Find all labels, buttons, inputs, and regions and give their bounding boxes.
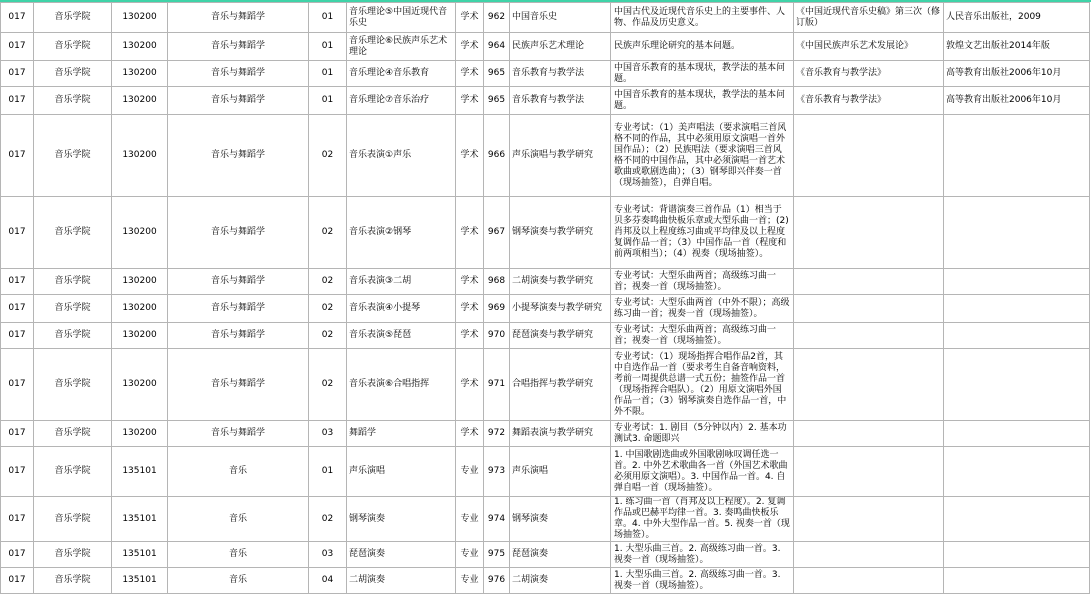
reference-book-cell: 《中国近现代音乐史稿》第三次（修订版） [794, 3, 944, 33]
direction-name-cell: 音乐表演⑤琵琶 [347, 323, 456, 349]
exam-code-cell: 967 [484, 197, 510, 269]
major-code-cell: 130200 [112, 421, 168, 447]
exam-subject-cell: 小提琴演奏与教学研究 [510, 295, 611, 323]
exam-subject-cell: 舞蹈表演与教学研究 [510, 421, 611, 447]
exam-content-cell: 1. 大型乐曲三首。2. 高级练习曲一首。3. 视奏一首（现场抽签）。 [611, 542, 794, 568]
direction-name-cell: 音乐理论⑤中国近现代音乐史 [347, 3, 456, 33]
exam-subject-cell: 琵琶演奏 [510, 542, 611, 568]
direction-code-cell: 01 [309, 3, 347, 33]
degree-type-cell: 学术 [456, 61, 484, 87]
table-row [1, 421, 1090, 447]
exam-content-cell: 专业考试：大型乐曲两首；高级练习曲一首；视奏一首（现场抽签）。 [611, 323, 794, 349]
major-code-cell: 135101 [112, 568, 168, 594]
degree-type-cell: 学术 [456, 421, 484, 447]
college-name-cell: 音乐学院 [34, 87, 112, 115]
direction-code-cell: 02 [309, 269, 347, 295]
major-name-cell: 音乐与舞蹈学 [168, 61, 309, 87]
degree-type-cell: 学术 [456, 323, 484, 349]
reference-book-cell [794, 421, 944, 447]
major-code-cell: 130200 [112, 115, 168, 197]
major-name-cell: 音乐 [168, 542, 309, 568]
major-name-cell: 音乐 [168, 497, 309, 542]
exam-content-cell: 专业考试：（1）现场指挥合唱作品2首，其中自选作品一首（要求考生自备音响资料，考前一周提供总谱一式五份；抽签作品一首（现场指挥合唱队）。（2）用原文演唱外国作品一首；（3）钢琴演奏自选作品一首，中外不限。 [611, 349, 794, 421]
degree-type-cell: 专业 [456, 568, 484, 594]
major-name-cell: 音乐与舞蹈学 [168, 349, 309, 421]
exam-content-cell: 1. 练习曲一首（肖邦及以上程度）。2. 复调作品或巴赫平均律一首。3. 奏鸣曲快板乐章。4. 中外大型作品一首。5. 视奏一首（现场抽签）。 [611, 497, 794, 542]
direction-code-cell: 02 [309, 115, 347, 197]
publisher-cell [944, 269, 1090, 295]
major-code-cell: 130200 [112, 197, 168, 269]
direction-name-cell: 音乐理论④音乐教育 [347, 61, 456, 87]
exam-subject-cell: 琵琶演奏与教学研究 [510, 323, 611, 349]
reference-book-cell [794, 295, 944, 323]
direction-code-cell: 01 [309, 33, 347, 61]
publisher-cell: 敦煌文艺出版社2014年版 [944, 33, 1090, 61]
degree-type-cell: 专业 [456, 497, 484, 542]
reference-book-cell [794, 497, 944, 542]
table-row [1, 61, 1090, 87]
publisher-cell [944, 295, 1090, 323]
direction-code-cell: 02 [309, 497, 347, 542]
reference-book-cell [794, 447, 944, 497]
direction-name-cell: 音乐表演④小提琴 [347, 295, 456, 323]
direction-name-cell: 音乐表演③二胡 [347, 269, 456, 295]
exam-subject-cell: 二胡演奏与教学研究 [510, 269, 611, 295]
major-name-cell: 音乐与舞蹈学 [168, 421, 309, 447]
college-code-cell: 017 [1, 568, 34, 594]
table-body [1, 3, 1090, 594]
table-row [1, 87, 1090, 115]
table-row [1, 269, 1090, 295]
exam-subject-cell: 声乐演唱 [510, 447, 611, 497]
major-code-cell: 130200 [112, 295, 168, 323]
direction-name-cell: 声乐演唱 [347, 447, 456, 497]
college-code-cell: 017 [1, 349, 34, 421]
exam-code-cell: 975 [484, 542, 510, 568]
college-code-cell: 017 [1, 447, 34, 497]
direction-name-cell: 舞蹈学 [347, 421, 456, 447]
exam-subject-cell: 民族声乐艺术理论 [510, 33, 611, 61]
college-name-cell: 音乐学院 [34, 3, 112, 33]
publisher-cell: 高等教育出版社2006年10月 [944, 61, 1090, 87]
exam-subject-cell: 钢琴演奏 [510, 497, 611, 542]
college-code-cell: 017 [1, 61, 34, 87]
publisher-cell [944, 497, 1090, 542]
major-code-cell: 130200 [112, 269, 168, 295]
college-name-cell: 音乐学院 [34, 447, 112, 497]
college-name-cell: 音乐学院 [34, 295, 112, 323]
major-code-cell: 135101 [112, 447, 168, 497]
exam-content-cell: 中国古代及近现代音乐史上的主要事件、人物、作品及历史意义。 [611, 3, 794, 33]
publisher-cell [944, 197, 1090, 269]
direction-code-cell: 03 [309, 421, 347, 447]
reference-book-cell [794, 542, 944, 568]
major-name-cell: 音乐与舞蹈学 [168, 295, 309, 323]
major-code-cell: 130200 [112, 87, 168, 115]
college-code-cell: 017 [1, 197, 34, 269]
table-row [1, 497, 1090, 542]
degree-type-cell: 学术 [456, 3, 484, 33]
exam-content-cell: 专业考试：1. 剧目（5分钟以内）2. 基本功测试3. 命题即兴 [611, 421, 794, 447]
table-row [1, 349, 1090, 421]
college-name-cell: 音乐学院 [34, 323, 112, 349]
direction-code-cell: 03 [309, 542, 347, 568]
table-row [1, 542, 1090, 568]
exam-content-cell: 中国音乐教育的基本现状，教学法的基本问题。 [611, 87, 794, 115]
direction-name-cell: 音乐表演⑥合唱指挥 [347, 349, 456, 421]
publisher-cell [944, 542, 1090, 568]
exam-code-cell: 972 [484, 421, 510, 447]
major-code-cell: 130200 [112, 33, 168, 61]
exam-subject-cell: 钢琴演奏与教学研究 [510, 197, 611, 269]
publisher-cell: 人民音乐出版社，2009 [944, 3, 1090, 33]
direction-name-cell: 音乐表演②钢琴 [347, 197, 456, 269]
direction-code-cell: 02 [309, 349, 347, 421]
college-code-cell: 017 [1, 295, 34, 323]
major-code-cell: 135101 [112, 542, 168, 568]
college-name-cell: 音乐学院 [34, 542, 112, 568]
college-code-cell: 017 [1, 3, 34, 33]
major-name-cell: 音乐与舞蹈学 [168, 323, 309, 349]
major-name-cell: 音乐 [168, 447, 309, 497]
exam-content-cell: 专业考试：大型乐曲两首（中外不限）；高级练习曲一首；视奏一首（现场抽签）。 [611, 295, 794, 323]
major-name-cell: 音乐与舞蹈学 [168, 3, 309, 33]
college-name-cell: 音乐学院 [34, 497, 112, 542]
college-name-cell: 音乐学院 [34, 421, 112, 447]
table-row [1, 323, 1090, 349]
exam-code-cell: 969 [484, 295, 510, 323]
exam-subject-cell: 合唱指挥与教学研究 [510, 349, 611, 421]
college-code-cell: 017 [1, 87, 34, 115]
reference-book-cell [794, 568, 944, 594]
table-row [1, 447, 1090, 497]
degree-type-cell: 学术 [456, 87, 484, 115]
publisher-cell [944, 349, 1090, 421]
direction-name-cell: 音乐表演①声乐 [347, 115, 456, 197]
college-name-cell: 音乐学院 [34, 197, 112, 269]
exam-content-cell: 中国音乐教育的基本现状，教学法的基本问题。 [611, 61, 794, 87]
exam-subject-cell: 中国音乐史 [510, 3, 611, 33]
major-code-cell: 130200 [112, 323, 168, 349]
publisher-cell [944, 323, 1090, 349]
degree-type-cell: 学术 [456, 349, 484, 421]
exam-content-cell: 1. 中国歌剧选曲或外国歌剧咏叹调任选一首。2. 中外艺术歌曲各一首（外国艺术歌曲必须用原文演唱）。3. 中国作品一首。4. 自弹自唱一首（现场抽签）。 [611, 447, 794, 497]
admissions-table [0, 2, 1090, 594]
college-code-cell: 017 [1, 421, 34, 447]
exam-code-cell: 968 [484, 269, 510, 295]
college-name-cell: 音乐学院 [34, 269, 112, 295]
reference-book-cell [794, 197, 944, 269]
exam-subject-cell: 声乐演唱与教学研究 [510, 115, 611, 197]
direction-name-cell: 音乐理论⑦音乐治疗 [347, 87, 456, 115]
college-name-cell: 音乐学院 [34, 349, 112, 421]
major-name-cell: 音乐 [168, 568, 309, 594]
reference-book-cell: 《中国民族声乐艺术发展论》 [794, 33, 944, 61]
college-name-cell: 音乐学院 [34, 61, 112, 87]
exam-code-cell: 965 [484, 61, 510, 87]
exam-code-cell: 974 [484, 497, 510, 542]
table-row [1, 568, 1090, 594]
college-name-cell: 音乐学院 [34, 33, 112, 61]
major-code-cell: 130200 [112, 3, 168, 33]
direction-code-cell: 01 [309, 87, 347, 115]
major-name-cell: 音乐与舞蹈学 [168, 33, 309, 61]
exam-subject-cell: 音乐教育与教学法 [510, 61, 611, 87]
major-name-cell: 音乐与舞蹈学 [168, 269, 309, 295]
major-name-cell: 音乐与舞蹈学 [168, 115, 309, 197]
table-row [1, 295, 1090, 323]
exam-code-cell: 973 [484, 447, 510, 497]
exam-content-cell: 民族声乐理论研究的基本问题。 [611, 33, 794, 61]
major-code-cell: 130200 [112, 349, 168, 421]
publisher-cell: 高等教育出版社2006年10月 [944, 87, 1090, 115]
college-name-cell: 音乐学院 [34, 115, 112, 197]
exam-code-cell: 971 [484, 349, 510, 421]
college-code-cell: 017 [1, 115, 34, 197]
publisher-cell [944, 421, 1090, 447]
table-row [1, 115, 1090, 197]
direction-code-cell: 01 [309, 61, 347, 87]
reference-book-cell [794, 349, 944, 421]
college-code-cell: 017 [1, 323, 34, 349]
exam-code-cell: 965 [484, 87, 510, 115]
exam-code-cell: 970 [484, 323, 510, 349]
reference-book-cell [794, 323, 944, 349]
major-name-cell: 音乐与舞蹈学 [168, 87, 309, 115]
degree-type-cell: 学术 [456, 295, 484, 323]
degree-type-cell: 学术 [456, 33, 484, 61]
college-code-cell: 017 [1, 33, 34, 61]
table-row [1, 3, 1090, 33]
college-code-cell: 017 [1, 497, 34, 542]
exam-content-cell: 专业考试：大型乐曲两首；高级练习曲一首；视奏一首（现场抽签）。 [611, 269, 794, 295]
exam-code-cell: 964 [484, 33, 510, 61]
major-code-cell: 130200 [112, 61, 168, 87]
exam-code-cell: 962 [484, 3, 510, 33]
table-row [1, 197, 1090, 269]
degree-type-cell: 学术 [456, 269, 484, 295]
reference-book-cell [794, 269, 944, 295]
direction-name-cell: 二胡演奏 [347, 568, 456, 594]
major-code-cell: 135101 [112, 497, 168, 542]
direction-name-cell: 钢琴演奏 [347, 497, 456, 542]
table-row [1, 33, 1090, 61]
reference-book-cell: 《音乐教育与教学法》 [794, 87, 944, 115]
exam-code-cell: 976 [484, 568, 510, 594]
reference-book-cell [794, 115, 944, 197]
publisher-cell [944, 447, 1090, 497]
major-name-cell: 音乐与舞蹈学 [168, 197, 309, 269]
direction-code-cell: 02 [309, 197, 347, 269]
degree-type-cell: 学术 [456, 197, 484, 269]
publisher-cell [944, 115, 1090, 197]
degree-type-cell: 专业 [456, 542, 484, 568]
direction-code-cell: 02 [309, 323, 347, 349]
college-code-cell: 017 [1, 542, 34, 568]
direction-name-cell: 琵琶演奏 [347, 542, 456, 568]
college-code-cell: 017 [1, 269, 34, 295]
exam-subject-cell: 音乐教育与教学法 [510, 87, 611, 115]
exam-subject-cell: 二胡演奏 [510, 568, 611, 594]
degree-type-cell: 专业 [456, 447, 484, 497]
reference-book-cell: 《音乐教育与教学法》 [794, 61, 944, 87]
publisher-cell [944, 568, 1090, 594]
direction-code-cell: 04 [309, 568, 347, 594]
direction-code-cell: 02 [309, 295, 347, 323]
direction-code-cell: 01 [309, 447, 347, 497]
exam-code-cell: 966 [484, 115, 510, 197]
exam-content-cell: 专业考试：背谱演奏三首作品（1）相当于贝多芬奏鸣曲快板乐章或大型乐曲一首；(2)肖邦及以上程度练习曲或平均律及以上程度复调作品一首；（3）中国作品一首（程度和前两项相当）；（4）视奏（现场抽签）。 [611, 197, 794, 269]
exam-content-cell: 1. 大型乐曲三首。2. 高级练习曲一首。3. 视奏一首（现场抽签）。 [611, 568, 794, 594]
college-name-cell: 音乐学院 [34, 568, 112, 594]
direction-name-cell: 音乐理论⑥民族声乐艺术理论 [347, 33, 456, 61]
degree-type-cell: 学术 [456, 115, 484, 197]
exam-content-cell: 专业考试：（1）美声唱法（要求演唱三首风格不同的作品，其中必须用原文演唱一首外国作品）；（2）民族唱法（要求演唱三首风格不同的中国作品，其中必须演唱一首艺术歌曲或歌剧选曲）；（3）钢琴即兴伴奏一首（现场抽签），自弹自唱。 [611, 115, 794, 197]
